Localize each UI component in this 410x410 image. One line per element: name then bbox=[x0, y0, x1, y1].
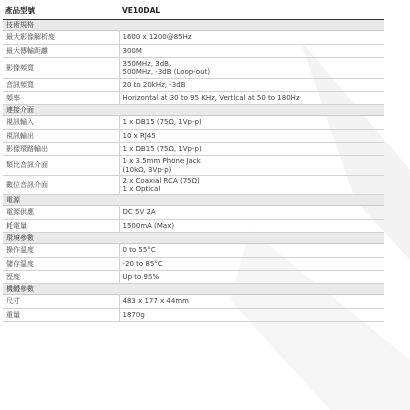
spec-row bbox=[3, 31, 384, 45]
spec-value-line: 1 x 3.5mm Phone Jack bbox=[122, 157, 201, 166]
section-header bbox=[3, 284, 384, 295]
spec-value-line: 483 x 177 x 44mm bbox=[122, 297, 189, 306]
spec-value-line: DC 5V 2A bbox=[122, 208, 156, 217]
spec-value bbox=[119, 116, 384, 130]
spec-value-line: 1600 x 1200@85Hz bbox=[122, 33, 192, 42]
spec-row bbox=[3, 143, 384, 156]
spec-row bbox=[3, 79, 384, 92]
spec-value-line: 300M bbox=[122, 46, 142, 55]
spec-row bbox=[3, 130, 384, 143]
spec-value-line: 10 x RJ45 bbox=[122, 131, 156, 140]
spec-row bbox=[3, 156, 384, 176]
spec-label: 視訊輸入 bbox=[3, 116, 119, 130]
spec-value bbox=[119, 31, 384, 45]
spec-value bbox=[119, 130, 384, 143]
spec-row bbox=[3, 58, 384, 79]
spec-row bbox=[3, 116, 384, 130]
spec-value bbox=[119, 220, 384, 233]
spec-row bbox=[3, 206, 384, 220]
spec-value-line: 1500mA (Max) bbox=[122, 221, 175, 230]
spec-value bbox=[119, 79, 384, 92]
spec-value-line: 20 to 20kHz, -3dB bbox=[122, 80, 186, 89]
spec-value-line: -20 to 85°C bbox=[122, 259, 163, 268]
spec-value bbox=[119, 271, 384, 284]
spec-label: 影像環路輸出 bbox=[3, 143, 119, 156]
spec-label: 類比音訊介面 bbox=[3, 156, 119, 176]
spec-value-line: Horizontal at 30 to 95 KHz, Vertical at 50 to 180Hz bbox=[122, 93, 300, 102]
spec-label: 最大影像解析度 bbox=[3, 31, 119, 45]
spec-value-line: (10kΩ, 3Vp-p) bbox=[122, 165, 172, 174]
spec-value-line: 500MHz, -3dB (Loop-out) bbox=[122, 68, 211, 76]
section-title: 環境參數 bbox=[3, 233, 384, 244]
spec-row bbox=[3, 176, 384, 195]
spec-row bbox=[3, 45, 384, 58]
spec-row bbox=[3, 92, 384, 105]
section-title: 連接介面 bbox=[3, 105, 384, 116]
spec-value-line: 0 to 55°C bbox=[122, 246, 156, 255]
spec-value bbox=[119, 176, 384, 195]
spec-label: 重量 bbox=[3, 309, 119, 322]
section-header bbox=[3, 20, 384, 31]
spec-value-line: 1870g bbox=[122, 310, 145, 319]
spec-value bbox=[119, 206, 384, 220]
spec-value bbox=[119, 143, 384, 156]
spec-value bbox=[119, 244, 384, 258]
spec-row bbox=[3, 295, 384, 309]
spec-label: 音訊頻寬 bbox=[3, 79, 119, 92]
spec-row bbox=[3, 271, 384, 284]
spec-value-line: 350MHz, 3dB, bbox=[122, 59, 172, 68]
spec-value bbox=[119, 258, 384, 271]
spec-label: 尺寸 bbox=[3, 295, 119, 309]
header-model: VE10DAL bbox=[122, 6, 161, 16]
section-title: 電源 bbox=[3, 195, 384, 206]
spec-label: 耗電量 bbox=[3, 220, 119, 233]
spec-value bbox=[119, 156, 384, 176]
spec-value-line: 1 x DB15 (75Ω, 1Vp-p) bbox=[122, 118, 202, 127]
spec-row bbox=[3, 309, 384, 322]
spec-value bbox=[119, 309, 384, 322]
spec-value bbox=[119, 92, 384, 105]
spec-label: 電源供應 bbox=[3, 206, 119, 220]
spec-value-line: Up to 95% bbox=[122, 272, 160, 281]
spec-label: 頻率 bbox=[3, 92, 119, 105]
spec-value-line: 1 x Optical bbox=[122, 185, 161, 193]
spec-label: 視訊輸出 bbox=[3, 130, 119, 143]
section-header bbox=[3, 105, 384, 116]
spec-label: 操作溫度 bbox=[3, 244, 119, 258]
table-header-row bbox=[3, 4, 384, 20]
spec-table bbox=[3, 4, 384, 322]
spec-value-line: 2 x Coaxial RCA (75Ω) bbox=[122, 176, 200, 185]
spec-label: 數位音訊介面 bbox=[3, 176, 119, 195]
spec-label: 儲存溫度 bbox=[3, 258, 119, 271]
spec-value bbox=[119, 45, 384, 58]
spec-row bbox=[3, 258, 384, 271]
spec-row bbox=[3, 244, 384, 258]
spec-row bbox=[3, 220, 384, 233]
spec-value bbox=[119, 58, 384, 79]
section-title: 技術規格 bbox=[3, 20, 384, 31]
header-label: 產品型號 bbox=[5, 6, 35, 16]
spec-label: 最大傳輸距離 bbox=[3, 45, 119, 58]
spec-value-line: 1 x DB15 (75Ω, 1Vp-p) bbox=[122, 144, 202, 153]
spec-label: 影像頻寬 bbox=[3, 58, 119, 79]
section-header bbox=[3, 233, 384, 244]
section-header bbox=[3, 195, 384, 206]
spec-label: 溼度 bbox=[3, 271, 119, 284]
section-title: 機體參數 bbox=[3, 284, 384, 295]
spec-value bbox=[119, 295, 384, 309]
